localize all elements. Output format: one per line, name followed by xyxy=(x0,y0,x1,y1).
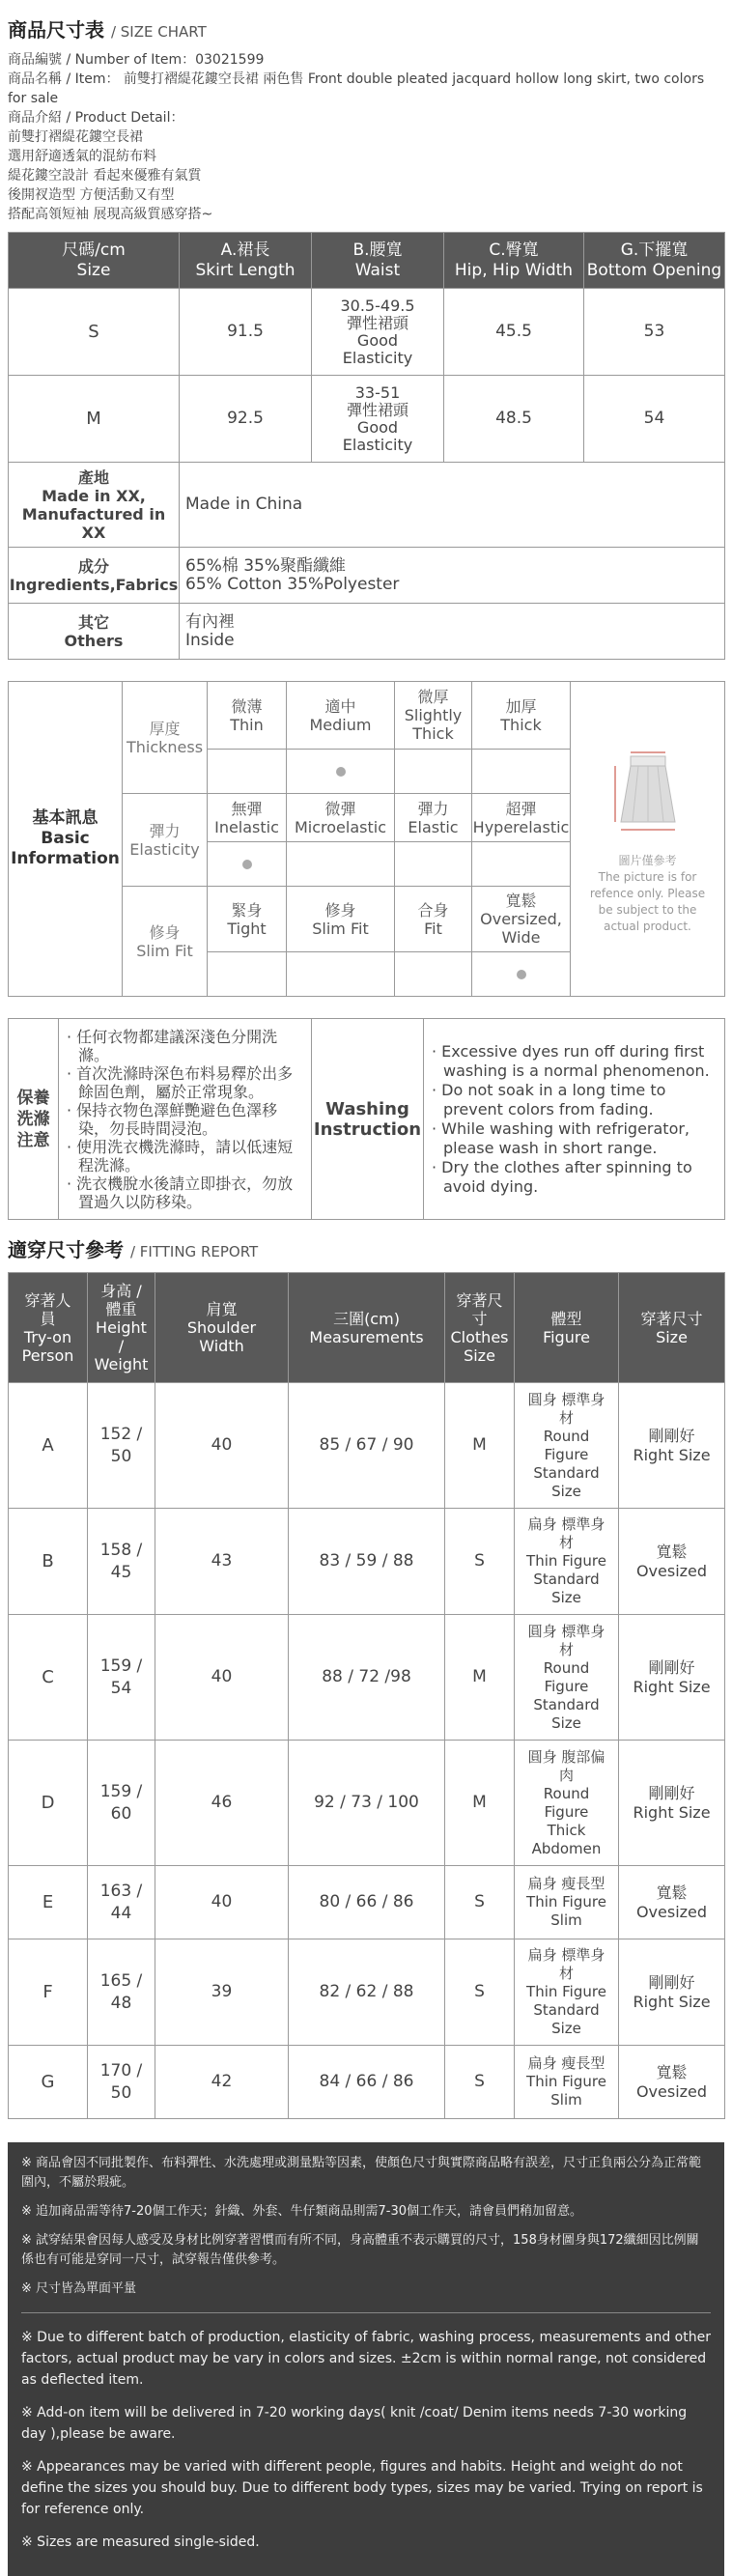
elasticity-mark xyxy=(472,842,571,887)
fit-option: 合身 Fit xyxy=(395,887,472,952)
origin-value: Made in China xyxy=(180,463,725,548)
reference-note: 圖片僅參考 The picture is for refence only. Please be subject to the actual product. xyxy=(589,854,706,933)
fit-label: 修身 Slim Fit xyxy=(123,887,208,997)
fit-mark xyxy=(287,952,395,997)
thickness-mark xyxy=(287,750,395,794)
size-table xyxy=(8,232,725,660)
table-row: B 158 / 45 43 83 / 59 / 88 S 扁身 標準身 材 Thin Figure Standard Size 寬鬆 Ovesized xyxy=(9,1509,725,1615)
fit-mark xyxy=(208,952,287,997)
waist-cell: 33-51 彈性裙頭 Good Elasticity xyxy=(312,376,444,463)
thickness-option: 適中 Medium xyxy=(287,682,395,750)
intro-line: 後開衩造型 方便活動又有型 xyxy=(8,187,175,203)
intro-line: 前雙打褶緹花鏤空長裙 xyxy=(8,129,143,145)
skirt-length-cell: 92.5 xyxy=(180,376,312,463)
elasticity-option: 超彈 Hyperelastic xyxy=(472,794,571,842)
fit-option: 修身 Slim Fit xyxy=(287,887,395,952)
header-size: 尺碼/cm Size xyxy=(9,233,180,289)
intro-line: 商品介紹 / Product Detail： xyxy=(8,110,184,126)
fitting-report-title: 適穿尺寸參考 / FITTING REPORT xyxy=(8,1238,259,1261)
table-row: G 170 / 50 42 84 / 66 / 86 S 扁身 瘦長型 Thin Figure Slim 寬鬆 Ovesized xyxy=(9,2046,725,2119)
selected-dot-icon xyxy=(517,970,526,979)
origin-label: 產地 Made in XX, Manufactured in XX xyxy=(9,463,180,548)
elasticity-mark xyxy=(287,842,395,887)
hip-cell: 45.5 xyxy=(444,289,584,376)
fit-option: 寬鬆 Oversized, Wide xyxy=(472,887,571,952)
title-en: / SIZE CHART xyxy=(110,23,207,41)
thickness-option: 微薄 Thin xyxy=(208,682,287,750)
elasticity-option: 彈力 Elastic xyxy=(395,794,472,842)
origin-row xyxy=(9,463,725,548)
skirt-diagram-icon xyxy=(602,743,694,839)
hip-cell: 48.5 xyxy=(444,376,584,463)
fit-option: 緊身 Tight xyxy=(208,887,287,952)
fit-mark xyxy=(472,952,571,997)
table-row xyxy=(9,289,725,376)
notes-divider xyxy=(21,2312,711,2313)
ingredients-value: 65%棉 35%聚酯纖維 65% Cotton 35%Polyester xyxy=(180,548,725,604)
size-cell: S xyxy=(9,289,180,376)
others-label: 其它 Others xyxy=(9,604,180,660)
washing-list-zh: · 任何衣物都建議深淺色分開洗滌。 · 首次洗滌時深色布料易釋於出多餘固色劑，屬於正常現象。 · 保持衣物色澤鮮艷避色色澤移染，勿長時間浸泡。 · 使用洗衣機洗滌時，請以低速短程洗滌。 · 洗衣機脫水後請立即掛衣，勿放置過久以防移染。 xyxy=(59,1019,312,1220)
table-row: C 159 / 54 40 88 / 72 /98 M 圓身 標準身 材 Round Figure Standard Size 剛剛好 Right Size xyxy=(9,1615,725,1741)
elasticity-mark xyxy=(395,842,472,887)
notes-en: ※ Due to different batch of production, elasticity of fabric, washing process, measurements and other factors, actual product may be vary in colors and sizes. ±2cm is within normal range, not considered as deflected item. ※ Add-on item will be delivered in 7-20 working days( knit /coat/ Denim items needs 7-30 working day ),please be aware. ※ Appearances may be varied with different people, figures and habits. Height and weight do not define the sizes you should buy. Due to different body types, sizes may be varied. Trying on report is for reference only. ※ Sizes are measured single-sided. xyxy=(21,2330,711,2550)
thickness-mark xyxy=(472,750,571,794)
washing-label-zh: 保養 洗滌 注意 xyxy=(9,1019,59,1220)
thickness-mark xyxy=(208,750,287,794)
reference-panel xyxy=(571,682,725,997)
table-row: E 163 / 44 40 80 / 66 / 86 S 扁身 瘦長型 Thin Figure Slim 寬鬆 Ovesized xyxy=(9,1866,725,1939)
fitting-table xyxy=(8,1272,725,2119)
notes-zh: ※ 商品會因不同批製作、布料彈性、水洗處理或測量點等因素，使顏色尺寸與實際商品略有誤差，尺寸正負兩公分為正常範圍內，不屬於瑕疵。 ※ 追加商品需等待7-20個工作天；針織、外套、牛仔類商品則需7-30個工作天，請會員們稍加留意。 ※ 試穿結果會因每人感受及身材比例穿著習慣而有所不同，身高體重不表示購買的尺寸，158身材圖身與172纖細因比例關係也有可能是穿同一尺寸，試穿報告僅供參考。 ※ 尺寸皆為單面平量 xyxy=(21,2156,702,2296)
fit-mark xyxy=(395,952,472,997)
thickness-option: 加厚 Thick xyxy=(472,682,571,750)
elasticity-option: 無彈 Inelastic xyxy=(208,794,287,842)
basic-info-label: 基本訊息 Basic Information xyxy=(9,682,123,997)
thickness-mark xyxy=(395,750,472,794)
table-row: D 159 / 60 46 92 / 73 / 100 M 圓身 腹部偏 肉 Round Figure Thick Abdomen 剛剛好 Right Size xyxy=(9,1741,725,1866)
thickness-option: 微厚 Slightly Thick xyxy=(395,682,472,750)
others-row xyxy=(9,604,725,660)
table-row xyxy=(9,376,725,463)
selected-dot-icon xyxy=(242,860,252,869)
table-row: A 152 / 50 40 85 / 67 / 90 M 圓身 標準身 材 Round Figure Standard Size 剛剛好 Right Size xyxy=(9,1383,725,1509)
header-bottom: G.下擺寬 Bottom Opening xyxy=(584,233,725,289)
ingredients-row xyxy=(9,548,725,604)
waist-cell: 30.5-49.5 彈性裙頭 Good Elasticity xyxy=(312,289,444,376)
basic-info-table xyxy=(8,681,725,997)
elasticity-option: 微彈 Microelastic xyxy=(287,794,395,842)
washing-table xyxy=(8,1018,725,1220)
skirt-length-cell: 91.5 xyxy=(180,289,312,376)
fitting-header: 穿著人 員 Try-on Person 身高 / 體重 Height / Weight 肩寬 Shoulder Width 三圍(cm) Measurements 穿著尺 寸 Clothes Size 體型 Figure 穿著尺寸 Size xyxy=(9,1273,725,1383)
elasticity-mark xyxy=(208,842,287,887)
intro-line: 搭配高領短袖 展現高級質感穿搭~ xyxy=(8,207,213,222)
washing-label-en: Washing Instruction xyxy=(312,1019,424,1220)
washing-list-en: · Excessive dyes run off during first washing is a normal phenomenon. · Do not soak in a long time to prevent colors from fading. · While washing with refrigerator, please wash in short range. · Dry the clothes after spinning to avoid dying. xyxy=(424,1019,725,1220)
thickness-label: 厚度 Thickness xyxy=(123,682,208,794)
bottom-cell: 53 xyxy=(584,289,725,376)
notes-panel xyxy=(8,2142,724,2576)
intro-line: 選用舒適透氣的混紡布料 xyxy=(8,149,156,164)
title-zh: 商品尺寸表 xyxy=(8,18,104,42)
header-waist: B.腰寬 Waist xyxy=(312,233,444,289)
product-intro xyxy=(8,50,724,224)
ingredients-label: 成分 Ingredients,Fabrics xyxy=(9,548,180,604)
intro-line: 商品名稱 / Item： 前雙打褶緹花鏤空長裙 兩色售 Front double pleated jacquard hollow long skirt, two colors for sale xyxy=(8,71,709,106)
table-row: F 165 / 48 39 82 / 62 / 88 S 扁身 標準身 材 Thin Figure Standard Size 剛剛好 Right Size xyxy=(9,1939,725,2046)
intro-line: 商品編號 / Number of Item：03021599 xyxy=(8,52,265,68)
size-chart-title xyxy=(8,0,724,42)
size-table-header xyxy=(9,233,725,289)
elasticity-label: 彈力 Elasticity xyxy=(123,794,208,887)
header-hip: C.臀寬 Hip, Hip Width xyxy=(444,233,584,289)
header-skirt-length: A.裙長 Skirt Length xyxy=(180,233,312,289)
bottom-cell: 54 xyxy=(584,376,725,463)
others-value: 有內裡 Inside xyxy=(180,604,725,660)
selected-dot-icon xyxy=(336,767,346,777)
intro-line: 緹花鏤空設計 看起來優雅有氣質 xyxy=(8,168,202,184)
size-cell: M xyxy=(9,376,180,463)
